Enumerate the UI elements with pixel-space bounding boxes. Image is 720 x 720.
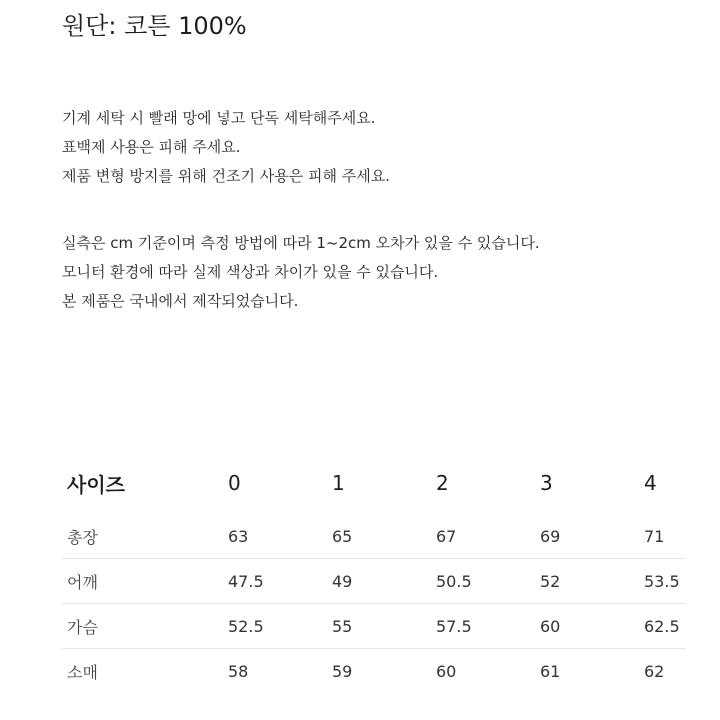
row-label: 가슴 bbox=[62, 604, 228, 649]
row-label: 어깨 bbox=[62, 559, 228, 604]
table-row bbox=[62, 604, 686, 649]
table-cell: 61 bbox=[540, 661, 561, 681]
table-cell: 60 bbox=[540, 604, 644, 649]
care-instructions bbox=[62, 104, 390, 191]
product-notes bbox=[62, 229, 540, 316]
note-line: 모니터 환경에 따라 실제 색상과 차이가 있을 수 있습니다. bbox=[62, 263, 439, 281]
table-row bbox=[62, 649, 686, 694]
table-cell: 59 bbox=[332, 661, 353, 681]
table-cell: 62.5 bbox=[644, 604, 686, 649]
table-cell: 63 bbox=[228, 514, 332, 559]
table-cell: 52 bbox=[540, 559, 644, 604]
care-line: 표백제 사용은 피해 주세요. bbox=[62, 138, 241, 156]
size-header-row bbox=[62, 452, 686, 514]
table-row bbox=[62, 514, 686, 559]
row-label: 총장 bbox=[62, 514, 228, 559]
table-row bbox=[62, 559, 686, 604]
fabric-info: 원단: 코튼 100% bbox=[62, 12, 247, 40]
table-cell: 52.5 bbox=[228, 604, 332, 649]
size-header: 3 bbox=[540, 471, 553, 495]
table-cell: 55 bbox=[332, 604, 436, 649]
size-chart-table bbox=[62, 452, 686, 693]
size-header: 0 bbox=[228, 471, 241, 495]
table-cell: 53.5 bbox=[644, 559, 686, 604]
table-cell: 71 bbox=[644, 514, 686, 559]
size-header-label: 사이즈 bbox=[67, 472, 125, 497]
row-label: 소매 bbox=[67, 662, 98, 682]
table-cell: 47.5 bbox=[228, 559, 332, 604]
table-cell: 65 bbox=[332, 514, 436, 559]
table-cell: 50.5 bbox=[436, 559, 540, 604]
table-cell: 58 bbox=[228, 661, 249, 681]
note-line: 본 제품은 국내에서 제작되었습니다. bbox=[62, 292, 299, 310]
table-cell: 69 bbox=[540, 514, 644, 559]
table-cell: 62 bbox=[644, 661, 665, 681]
table-cell: 67 bbox=[436, 514, 540, 559]
note-line: 실측은 cm 기준이며 측정 방법에 따라 1~2cm 오차가 있을 수 있습니다. bbox=[62, 234, 540, 252]
care-line: 제품 변형 방지를 위해 건조기 사용은 피해 주세요. bbox=[62, 167, 390, 185]
table-cell: 49 bbox=[332, 559, 436, 604]
size-header: 2 bbox=[436, 471, 449, 495]
size-header: 1 bbox=[332, 471, 345, 495]
table-cell: 60 bbox=[436, 661, 457, 681]
size-header: 4 bbox=[644, 471, 657, 495]
care-line: 기계 세탁 시 빨래 망에 넣고 단독 세탁해주세요. bbox=[62, 109, 376, 127]
table-cell: 57.5 bbox=[436, 604, 540, 649]
